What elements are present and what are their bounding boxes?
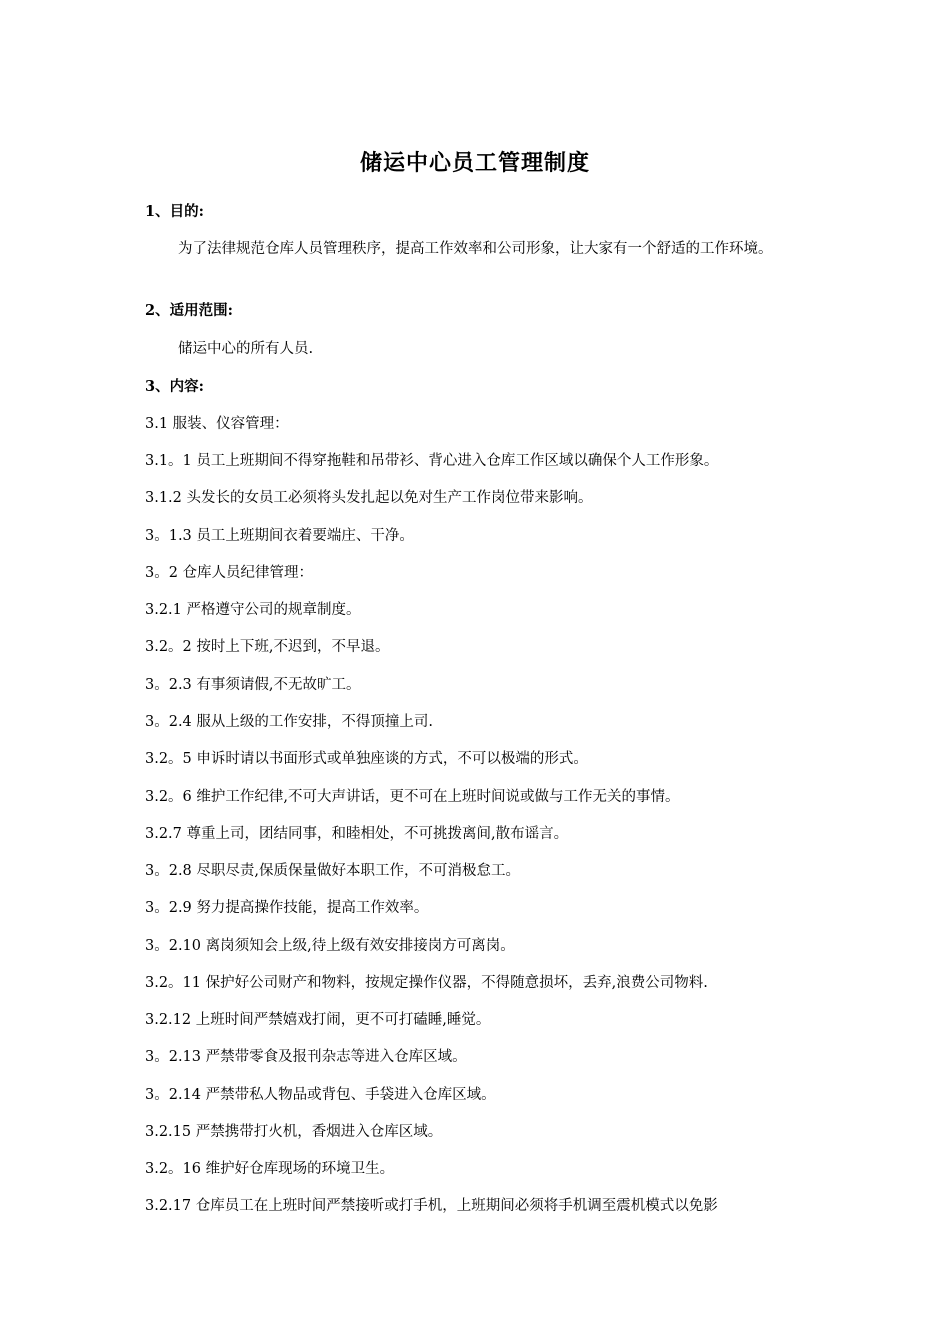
section-heading-purpose: 1、目的: — [145, 203, 204, 220]
section-body-purpose: 为了法律规范仓库人员管理秩序，提高工作效率和公司形象，让大家有一个舒适的工作环境。 — [178, 241, 773, 257]
clause-line: 3。2 仓库人员纪律管理： — [145, 565, 314, 581]
clause-line: 3.2。5 申诉时请以书面形式或单独座谈的方式，不可以极端的形式。 — [145, 751, 588, 767]
section-heading-content: 3、内容: — [145, 378, 204, 395]
clause-line: 3.2。2 按时上下班,不迟到，不早退。 — [145, 639, 390, 655]
clause-line: 3。2.9 努力提高操作技能，提高工作效率。 — [145, 900, 429, 916]
clause-line: 3.1.2 头发长的女员工必须将头发扎起以免对生产工作岗位带来影响。 — [145, 490, 593, 506]
clause-line: 3。2.10 离岗须知会上级,待上级有效安排接岗方可离岗。 — [145, 938, 515, 954]
clause-line: 3.2.17 仓库员工在上班时间严禁接听或打手机，上班期间必须将手机调至震机模式以免影 — [145, 1198, 718, 1214]
document-title: 储运中心员工管理制度 — [359, 150, 590, 176]
clause-line: 3.1 服装、仪容管理： — [145, 416, 289, 432]
clause-line: 3.2.7 尊重上司，团结同事，和睦相处，不可挑拨离间,散布谣言。 — [145, 826, 569, 842]
clause-line: 3。2.13 严禁带零食及报刊杂志等进入仓库区域。 — [145, 1049, 467, 1065]
clause-line: 3。1.3 员工上班期间衣着要端庄、干净。 — [145, 528, 414, 544]
clause-line: 3.2.15 严禁携带打火机，香烟进入仓库区域。 — [145, 1124, 443, 1140]
clause-line: 3。2.3 有事须请假,不无故旷工。 — [145, 677, 361, 693]
clause-line: 3。2.8 尽职尽责,保质保量做好本职工作，不可消极怠工。 — [145, 863, 521, 879]
clause-line: 3.2.1 严格遵守公司的规章制度。 — [145, 602, 361, 618]
clause-line: 3.2。16 维护好仓库现场的环境卫生。 — [145, 1161, 395, 1177]
clause-line: 3。2.4 服从上级的工作安排，不得顶撞上司. — [145, 714, 434, 730]
clause-line: 3.1。1 员工上班期间不得穿拖鞋和吊带衫、背心进入仓库工作区域以确保个人工作形象。 — [145, 453, 719, 469]
clause-line: 3.2。11 保护好公司财产和物料，按规定操作仪器，不得随意损坏，丢弃,浪费公司物料. — [145, 975, 708, 991]
section-body-scope: 储运中心的所有人员. — [178, 341, 314, 357]
section-heading-scope: 2、适用范围: — [145, 302, 233, 319]
clause-line: 3.2.12 上班时间严禁嬉戏打闹，更不可打磕睡,睡觉。 — [145, 1012, 491, 1028]
clause-line: 3。2.14 严禁带私人物品或背包、手袋进入仓库区域。 — [145, 1087, 496, 1103]
clause-line: 3.2。6 维护工作纪律,不可大声讲话，更不可在上班时间说或做与工作无关的事情。 — [145, 789, 680, 805]
